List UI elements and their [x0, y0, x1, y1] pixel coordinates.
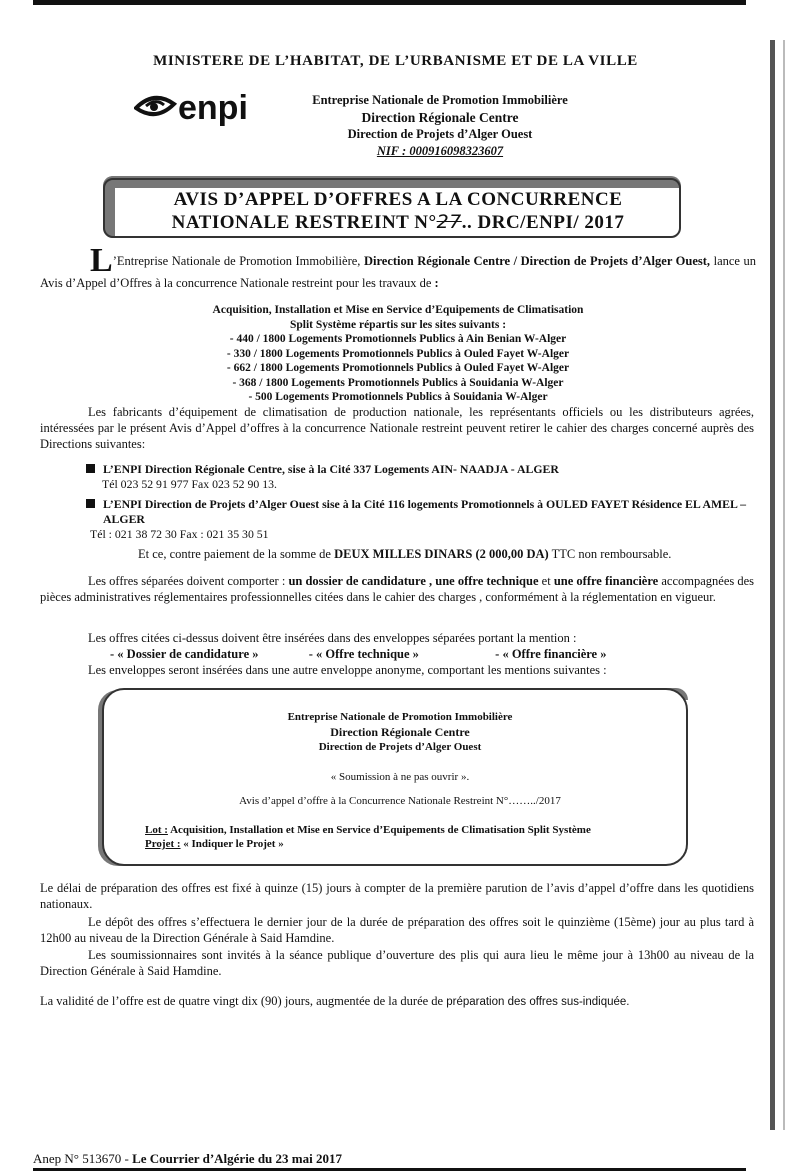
envelope-regional: Direction Régionale Centre [330, 725, 470, 739]
lot-label: Lot : [145, 824, 168, 836]
envelope-projects: Direction de Projets d’Alger Ouest [318, 741, 482, 753]
top-border [33, 0, 746, 5]
offers-bold-2: une offre technique [435, 574, 539, 588]
envelope-instructions [40, 630, 754, 678]
company-header [280, 92, 600, 160]
payment-amount: DEUX MILLES DINARS (2 000,00 DA) [334, 547, 549, 561]
works-line-1: Acquisition, Installation et Mise en Service d’Equipements de Climatisation [212, 304, 584, 316]
footer-border [33, 1168, 746, 1171]
address-contact: Tél : 021 38 72 30 Fax : 021 35 30 51 [90, 527, 269, 541]
mention-item: - « Offre financière » [495, 647, 607, 661]
validity-text: La validité de l’offre est de quatre vingt dix (90) jours, augmentée de la durée de [40, 994, 444, 1008]
intro-bold: Direction Régionale Centre / Direction de Projets d’Alger Ouest, [363, 254, 711, 268]
title-prefix: NATIONALE RESTREINT N° [171, 212, 437, 233]
site-item: - 440 / 1800 Logements Promotionnels Publics à Ain Benian W-Alger [229, 333, 567, 345]
offers-text-1: Les offres séparées doivent comporter : [88, 574, 286, 588]
envelope-avis: Avis d’appel d’offre à la Concurrence Nationale Restreint N°……../2017 [239, 795, 561, 807]
payment-line [40, 546, 754, 562]
right-scan-edge-light [783, 40, 785, 1130]
address-contact: Tél 023 52 91 977 Fax 023 52 90 13. [102, 477, 277, 491]
offers-bold-3: une offre financière [553, 574, 659, 588]
handwritten-number: 27 [436, 211, 462, 233]
payment-text-1: Et ce, contre paiement de la somme de [138, 547, 331, 561]
square-bullet-icon [86, 464, 95, 473]
intro-paragraph [40, 242, 756, 292]
footer-reference [33, 1151, 342, 1167]
delay-paragraph: Le délai de préparation des offres est fixé à quinze (15) jours à compter de la première parution de l’avis d’appel d’offre dans les quotidiens nationaux. [40, 881, 754, 911]
notice-title [115, 189, 681, 234]
intro-colon: : [434, 276, 439, 290]
envelope-header [120, 710, 680, 755]
invitation-paragraph: Les soumissionnaires sont invités à la séance publique d’ouverture des plis qui aura lieu le même jour à 13h00 au niveau de la Direction Générale à Said Hamdine. [40, 948, 754, 978]
enpi-logo-icon [134, 86, 262, 126]
nif-number: NIF : 000916098323607 [376, 144, 504, 158]
mention-item: - « Offre technique » [308, 647, 419, 661]
anep-number: Anep N° 513670 - [33, 1151, 129, 1166]
envelope-intro: Les offres citées ci-dessus doivent être insérées dans des enveloppes séparées portant la mention : [88, 631, 577, 645]
intro-text-1: ’Entreprise Nationale de Promotion Immobilière, [112, 254, 361, 268]
projet-text: « Indiquer le Projet » [183, 838, 284, 850]
mention-item: - « Dossier de candidature » [110, 647, 259, 661]
drop-cap: L [90, 242, 113, 279]
works-line-2: Split Système répartis sur les sites suivants : [289, 318, 507, 331]
envelope-company: Entreprise Nationale de Promotion Immobilière [287, 711, 513, 723]
projet-label: Projet : [145, 838, 181, 850]
lot-text: Acquisition, Installation et Mise en Service d’Equipements de Climatisation Split Système [170, 824, 591, 836]
site-item: - 662 / 1800 Logements Promotionnels Publics à Ouled Fayet W-Alger [226, 362, 570, 374]
site-item: - 500 Logements Promotionnels Publics à Souidania W-Alger [248, 391, 548, 403]
validity-text-sans: préparation des offres sus-indiquée. [446, 996, 630, 1008]
deposit-paragraph: Le dépôt des offres s’effectuera le dernier jour de la durée de préparation des offres soit le quinzième (15ème) jour au plus tard à 12h00 au niveau de la Direction Générale à Said Hamdine. [40, 915, 754, 945]
address-name: L’ENPI Direction de Projets d’Alger Ouest sise à la Cité 116 logements Promotionnels à OULED FAYET Résidence EL AMEL –ALGER [103, 497, 747, 526]
logo-wordmark: enpi [178, 89, 248, 126]
works-description [40, 303, 756, 405]
eligibility-paragraph: Les fabricants d’équipement de climatisation de production nationale, les représentants officiels ou les distributeurs agrées, intéressées par le présent Avis d’Appel d’offres à la concurrence Nationale restreint peuvent retirer le cahier des charges concerné auprès des Directions suivantes: [40, 405, 754, 451]
offers-paragraph [40, 573, 754, 605]
payment-text-2: TTC non remboursable. [551, 547, 672, 561]
ministry-heading: MINISTERE DE L’HABITAT, DE L’URBANISME ET DE LA VILLE [153, 53, 638, 69]
title-line-2 [115, 211, 681, 234]
address-name: L’ENPI Direction Régionale Centre, sise à la Cité 337 Logements AIN- NAADJA - ALGER [103, 462, 559, 476]
square-bullet-icon [86, 499, 95, 508]
right-scan-edge [770, 40, 775, 1130]
offers-bold-1: un dossier de candidature , [288, 574, 433, 588]
address-item [86, 462, 754, 492]
site-item: - 368 / 1800 Logements Promotionnels Publics à Souidania W-Alger [232, 376, 564, 389]
title-line-1: AVIS D’APPEL D’OFFRES A LA CONCURRENCE [173, 189, 623, 210]
regional-direction: Direction Régionale Centre [361, 110, 519, 125]
offers-text-2: et [541, 574, 551, 588]
site-item: - 330 / 1800 Logements Promotionnels Publics à Ouled Fayet W-Alger [226, 347, 570, 360]
validity-paragraph [40, 993, 754, 1010]
offers-text-3: accompagnées des pièces administratives réglementaires professionnelles citées dans le cahier des charges , conformément à la réglementation en vigueur. [40, 574, 755, 604]
envelope-outer: Les enveloppes seront insérées dans une autre enveloppe anonyme, comportant les mentions suivantes : [88, 663, 607, 677]
envelope-lot [145, 823, 685, 851]
enpi-logo [134, 86, 262, 126]
title-suffix: .. DRC/ENPI/ 2017 [461, 212, 625, 233]
projects-direction: Direction de Projets d’Alger Ouest [347, 127, 533, 141]
envelope-notice: « Soumission à ne pas ouvrir ». [330, 771, 470, 783]
address-item [86, 497, 754, 542]
envelope-mentions [40, 646, 754, 662]
intro-text-2: lance un Avis d’Appel d’Offres à la concurrence Nationale restreint pour les travaux de [40, 254, 756, 290]
journal-name: Le Courrier d’Algérie du 23 mai 2017 [132, 1151, 342, 1166]
company-name: Entreprise Nationale de Promotion Immobilière [312, 93, 568, 107]
